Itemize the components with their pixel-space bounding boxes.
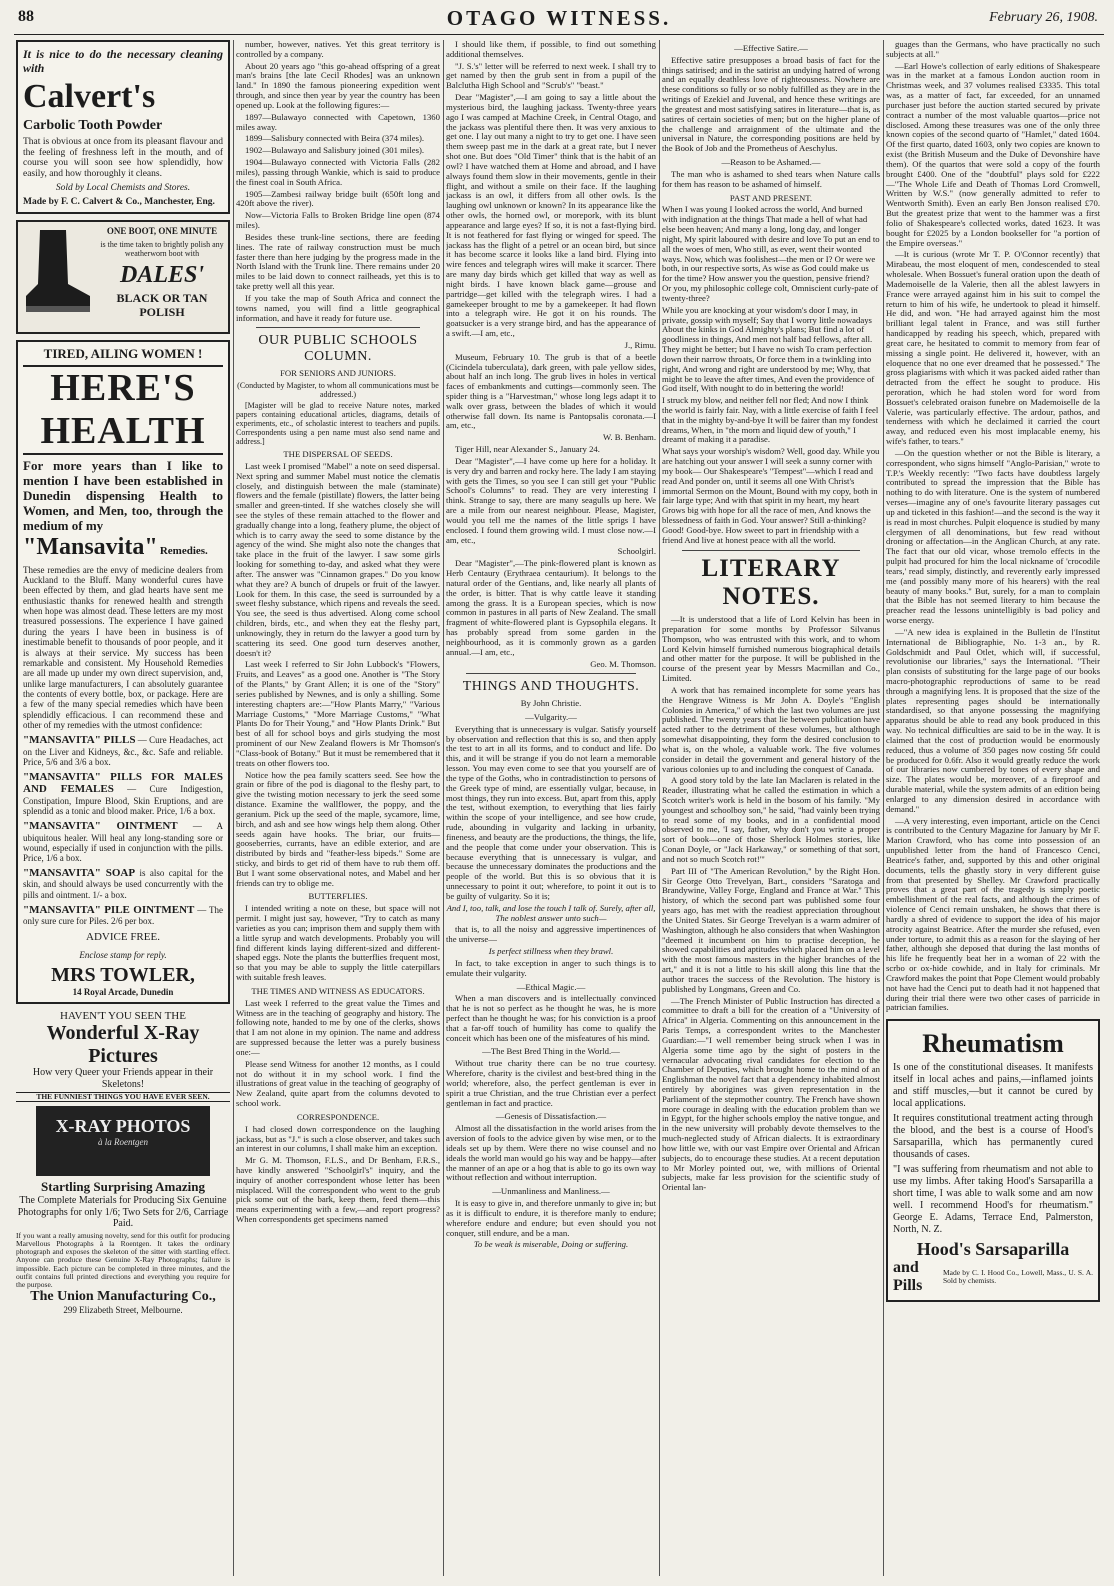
xray-haveyou: HAVEN'T YOU SEEN THE bbox=[60, 1009, 186, 1022]
mansavita-enclose: Enclose stamp for reply. bbox=[79, 949, 167, 960]
calvert-ad-top: It is nice to do the necessary cleaning with bbox=[23, 47, 223, 76]
dales-ad-top: ONE BOOT, ONE MINUTE bbox=[106, 226, 218, 237]
byline: By John Christie. bbox=[520, 698, 582, 709]
subheading: THE DISPERSAL OF SEEDS. bbox=[283, 449, 393, 460]
paragraph: A good story told by the late Ian Maclaren is related in the Reader, illustrating what he called the estimation in which a Scotch writer's work is held in the bosom of his family. "My youngest and schoolboy son," he said, "had vainly been trying to read some of my books, and in a confidential mood observed to me, 'I say, father, why don't you write a proper sort of book—one of those Sherlock Holmes stories, like Conan Doyle, or "Jack Harkaway," or something of that sort, and not so much Scotch rot!'" bbox=[662, 775, 880, 864]
paragraph: —It is understood that a life of Lord Kelvin has been in preparation for some months by Professor Silvanus Thompson, who was entrusted with this work, and to whom Lord Kelvin himself furnished numerous biographical details and other matter for the purpose. It will be published in the course of the present year by Messrs Macmillan and Co., Limited. bbox=[662, 614, 880, 684]
paragraph: I should like them, if possible, to find out something additional themselves. bbox=[446, 40, 656, 59]
editor-note: [Magister will be glad to receive Nature notes, marked papers containing educational articles, diagrams, details of experiments, etc., of scholastic interest to teachers and pupils. Correspondents using a pen name must also send name and address.] bbox=[236, 400, 440, 446]
subheading: —Unmanliness and Manliness.— bbox=[492, 1186, 610, 1197]
subheading: —Reason to be Ashamed.— bbox=[721, 157, 821, 168]
verse: Is perfect stillness when they brawl. bbox=[488, 946, 614, 957]
conducted-note: (Conducted by Magister, to whom all communications must be addressed.) bbox=[237, 380, 439, 399]
dales-ad-name: DALES' bbox=[119, 262, 205, 289]
paragraph: About 20 years ago "this go-ahead offspring of a great man's brains [the late Cecil Rhodes] was an unknown land." In 1890 the famous pioneering expedition went through, and since then year by year the country has been opened up. Look at the following figures:— bbox=[236, 60, 440, 110]
paragraph: —It is curious (wrote Mr T. P. O'Connor recently) that Mirabeau, the most eloquent of men, condescended to steal wholesale. When Bossuet's funeral oration upon the death of Mademoiselle de la Valerie, then all the ablest lawyers in France were arrayed against him in his suit to compel the return to him of his wife, he undertook to plead it himself. He did, and won. "He had arrayed against him the most brilliant legal talent in France, and was still further handicapped by reading his speech, which, prepared with great care, he hesitated to commit to memory from fear of missing a single point. He delivered it, however, with an eloquence that no one ever dreamed that he possessed." The gross plagiarisms with which it was packed aided rather than detracted from the effect he sought to produce. His peroration, which he had stolen word for word from Bossuet's celebrated oraison funebre on Mademoiselle de la Valerie, was particularly effective. The ardour, pathos, and tenderness with which he declaimed it carried the court away, and reduced even his most implacable enemy, his wife's father, to tears." bbox=[886, 249, 1100, 447]
xray-title: Wonderful X-Ray Pictures bbox=[46, 1022, 200, 1067]
section-rule bbox=[466, 673, 636, 674]
rheumatism-title: Rheumatism bbox=[922, 1029, 1064, 1059]
xray-body: If you want a really amusing novelty, send for this outfit for producing Marvellous Photographs à la Roentgen. It takes the ordinary photograph and exposes the skeleton of the sitter with startling effect. Anyone can produce these Genuine X-Ray Photographs; failure is impossible. Each picture can be completed in three minutes, and the outfit contains full printed directions and everything you require for the purpose. bbox=[16, 1230, 230, 1290]
mansavita-mrs: MRS TOWLER, bbox=[51, 963, 195, 986]
mansavita-remedies: Remedies. bbox=[159, 544, 208, 557]
paragraph: —"A new idea is explained in the Bulletin de l'Institut International de Bibliographie, No. 1-3 an., by R. Goldschmidt and Paul Otlet, which will, if successful, revolutionise our libraries," says the International. "Their plan consists of substituting for the large page of our books macro-photographic reproductions of same to be read through a magnifying lens. It is proposed that the size of the plates representing pages should be internationally standardised, so that anyone possessing the magnifying apparatus should be able to read any book produced in this way. No technical difficulties are said to be in the way. It is claimed that the cost of production would be enormously reduced, thus a volume of 350 pages now costing 5fr could be produced for 0.6fr. Also it would greatly reduce the work of our libraries now cumbered by tones of every shape and size. The plates would be, moreover, of a fireproof and durable material, while the system admits of an edition being enlarged to any dimension desired in accordance with demand." bbox=[886, 626, 1100, 814]
column-rule bbox=[443, 40, 444, 1576]
column-3 bbox=[446, 40, 656, 1578]
column-5 bbox=[886, 40, 1100, 1578]
section-subheading: FOR SENIORS AND JUNIORS. bbox=[280, 367, 396, 378]
calvert-ad-sold: Sold by Local Chemists and Stores. bbox=[55, 182, 191, 193]
xray-address: 299 Elizabeth Street, Melbourne. bbox=[63, 1305, 183, 1316]
mansavita-item: "MANSAVITA" PILE OINTMENT — The only sure cure for Piles. 2/6 per box. bbox=[23, 903, 223, 927]
paragraph: When a man discovers and is intellectually convinced that he is not so perfect as he thought he was, he is more perfect than he thought he was; for his conviction is a proof that a far-off touch of humility has come to qualify the conceit which has been one of the misfeatures of his mind. bbox=[446, 993, 656, 1043]
xray-company: The Union Manufacturing Co., bbox=[30, 1289, 216, 1305]
calvert-ad-text: That is obvious at once from its pleasant flavour and the feeling of freshness left in the mouth, and of course you will soon see how splendidly, how easily, and how thoroughly it cleans. bbox=[23, 137, 223, 180]
paragraph: —The French Minister of Public Instruction has directed a committee to draft a bill for the creation of a "University of Africa" in Algeria. Commenting on this announcement in the Paris Temps, a correspondent writes to the Manchester Guardian:—"I well remember being struck when I was in Algeria some time ago by the sight of posters in the vernacular advocating rival candidates for election to the Chamber of Deputies, which brought home to the mind of an Englishman the novel fact that a dependency inhabited almost entirely by aborigines was given representation in the Parliament of the stepmother country. The French have shown more courage in dealing with the education problem than we in Egypt, for the higher schools employ the native tongue, and in the new university will probably devote themselves to the much-neglected study of African dialects. It is extraordinary how little we, with our vast Empire over Oriental and African subjects, do to encourage these studies. At a recent deputation to Mr Morley pointed out, we, with millions of Oriental subjects, make far less provision for the scientific study of Oriental lan- bbox=[662, 995, 880, 1193]
literary-notes-heading: LITERARY NOTES. bbox=[701, 554, 841, 610]
poem-stanza: When I was young I looked across the world, And burned with indignation at the things That made a hell of what had else been heaven; And many a long, long day, and longer night, My spirit laboured with desire and love To put an end to all the woes of men, Who still, as ever, went their wonted ways. Now, which was foolishest—the men or I? Or were we both, in our respective sorts, As wise as God could make us for the time? How answer you the question, pensive friend? Or you, my philosophic college colt, Omniscient curly-pate of twenty-three? bbox=[662, 204, 880, 303]
verse: And I, too, talk, and lose the touch I talk of. Surely, after all, The noblest answer unto such— bbox=[446, 902, 656, 923]
mansavita-item: "MANSAVITA" OINTMENT — A ubiquitous healer. Will heal any long-standing sore or wound, especially if used in conjunction with the pills. Price, 1/6 a box. bbox=[23, 820, 223, 863]
poem-stanza: While you are knocking at your wisdom's door I may, in private, gossip with myself; Say that I worry little nowadays About the kinks in God Almighty's plans; But find a lot of goodliness in things, And men not half bad fellows, after all. They might be better; but I have no wish To cram perfection down their narrow throats, Or force them in a twinkling into right, And wrong and right are understood by me; Why, that might be to leave the after times, And even the providence of God itself, With nought to do in bettering the world! bbox=[662, 304, 875, 394]
paragraph: Museum, February 10. The grub is that of a beetle (Cicindela tuberculata), dark green, with pale yellow sides, about half an inch long. The grub lives in holes in vertical faces of embankments and cuttings—commonly seen. The spider thing is a "Harvestman," whose long legs adapt it to walk over grass, between the blades of which it would otherwise fall down. Its name is Pantopsalis coronata.—I am, etc., bbox=[446, 351, 656, 431]
mansavita-body: These remedies are the envy of medicine dealers from Auckland to the Bluff. Many wonderful cures have been effected by them, and glad hearts have sent me enthusiastic thanks for renewed health and strength when hope was almost dead. These letters are my most treasured possessions. The experience I have gained during the years I have been in business is of inestimable benefit to thousands of poor people, and it is always at their service. My success has been remarkable and consistent. My Household Remedies are all made up under my own direct supervision, and, unlike large manufacturers, I can absolutely guarantee the contents of every bottle, box, or package. Here are a few of the many special remedies which have been splendidly efficacious. I can recommend these and other of my remedies with the utmost confidence: bbox=[23, 564, 223, 730]
paragraph: Part III of "The American Revolution," by the Right Hon. Sir George Otto Trevelyan, Bart., considers "Saratoga and Brandywine, Valley Forge, England and France at War." This history, of which the second part was published some four years ago, has met with the readiest appreciation throughout the United States. Sir George Trevelyan is a warm admirer of Washington, although he also considers that when Washington "deemed it incumbent on him to practise deception, he showed capabilities and aptitudes which placed him on a level with the most famous masters in the higher branches of the art," and it is not a little to his skill along this line that the author traces the success of the Revolution. The history is published by Longmans, Green and Co. bbox=[662, 865, 880, 994]
poem-stanza: I struck my blow, and neither fell nor fled; And now I think the world is fairly fair. Nay, with a little exercise of faith I feel that in the mighty by-and-bye It will be fairer than my fondest dreams, When, in "the morn and liquid dew of youth," I dreamt of making it a paradise. bbox=[662, 395, 879, 445]
rheumatism-p2: It requires constitutional treatment acting through the blood, and the best is a course of Hood's Sarsaparilla, which has permanently cured thousands of cases. bbox=[893, 1112, 1093, 1160]
section-heading: THINGS AND THOUGHTS. bbox=[462, 679, 640, 695]
mansavita-lead: For more years than I like to mention I have been established in Dunedin dispensing Health to Women, and Men, too, through the medium of my bbox=[23, 457, 223, 533]
hoods-pills: and Pills bbox=[893, 1258, 923, 1294]
paragraph: Effective satire presupposes a broad basis of fact for the things satirised; and in the satirist an undying hatred of wrong and an equally deathless love of righteousness. Nowhere are these conditions so fully or so nobly fulfilled as they are in the writings of Ezekiel and Juvenal, and hence these writings are the greatest and most satisfying satires in literature—that is, as satires of certain societies of men; but on the higher plane of the challenge and arraignment of the ultimate and the universal in Nature, the corresponding positions are held by the Book of Job and the Prometheus of Aeschylus. bbox=[662, 54, 880, 154]
rheumatism-body bbox=[893, 1062, 1093, 1236]
paragraph: guages than the Germans, who have practically no such subjects at all." bbox=[886, 40, 1100, 59]
xray-how: How very Queer your Friends appear in their Skeletons! bbox=[32, 1067, 214, 1090]
xray-funniest: THE FUNNIEST THINGS YOU HAVE EVER SEEN. bbox=[16, 1092, 230, 1102]
list-item: 1905—Zambesi railway bridge built (650ft long and 420ft above the river). bbox=[236, 188, 440, 209]
rheumatism-p1: Is one of the constitutional diseases. It manifests itself in local aches and pains,—inflamed joints and stiff muscles,—but it cannot be cured by local applications. bbox=[893, 1061, 1093, 1109]
signature: Geo. M. Thomson. bbox=[590, 658, 656, 669]
paragraph: Besides these trunk-line sections, there are feeding lines. The rate of railway construction must be much faster there than here judging by the progress made in the North Island with the Trunk line. There remains under 20 miles to be laid down to connect railheads, yet this is to take pretty well all this year. bbox=[236, 231, 440, 292]
page-number: 88 bbox=[18, 8, 34, 25]
mansavita-item: "MANSAVITA" PILLS FOR MALES AND FEMALES — Cure Indigestion, Constipation, Impure Blood, Skin Eruptions, and are splendid as a tonic and blood maker. Price, 1/6 a box. bbox=[23, 771, 223, 816]
section-heading: OUR PUBLIC SCHOOLS COLUMN. bbox=[258, 333, 418, 365]
mansavita-address: 14 Royal Arcade, Dunedin bbox=[72, 986, 174, 997]
subheading: BUTTERFLIES. bbox=[308, 891, 368, 902]
signature: J., Rimu. bbox=[624, 339, 656, 350]
column-rule bbox=[659, 40, 660, 1576]
paragraph: Mr G. M. Thomson, F.L.S., and Dr Benham, F.R.S., have kindly answered "Schoolgirl's" inquiry, and the inquiry of another correspondent whose letter has been misplaced. Will the correspondent who went to the grub pick some out of the bark, keep them, feed them—this means experimenting with a few,—and report progress? When correspondents get specimens named bbox=[236, 1155, 440, 1225]
paragraph: Please send Witness for another 12 months, as I could not do without it in my school work. I find the illustrations of great value in the teaching of geography of New Zealand, quite apart from the columns devoted to school work. bbox=[236, 1058, 440, 1109]
column-rule bbox=[233, 40, 234, 1576]
subheading: —Ethical Magic.— bbox=[516, 981, 586, 992]
paragraph: Almost all the dissatisfaction in the world arises from the aversion of fools to the advice given by wise men, or to the ideals set up by them. Were there no wise counsel and no ideals the world man would go his way and be happy—after the manner of an ape or a hog that is able to go its own way without reflection and without interruption. bbox=[446, 1123, 656, 1183]
mansavita-item: "MANSAVITA" SOAP is also capital for the skin, and should always be used concurrently with the pills and ointment. 1/- a box. bbox=[23, 867, 224, 900]
subheading: —The Best Bred Thing in the World.— bbox=[482, 1046, 620, 1057]
boot-illustration bbox=[22, 226, 94, 316]
paragraph: —A very interesting, even important, article on the Cenci is contributed to the Century Magazine for January by Mr F. Marion Crawford, who has come into possession of an unpublished letter from the hand of Francesco Cenci, Beatrice's father, and, supported by this and other original documents, tells the ghastly story in very different guise from that presented by Shelley. Mr Crawford practically proves that a great part of the tragedy is simply poetic embellishment of the real facts, and although the crimes of violence of Cenci remain unshaken, he shows that there is hardly a shred of evidence to support the idea of his major atrocity against Beatrice. After the murder she refused, even under torture, to admit this as a reason for the slaying of her father, although she deposed that during the last months of his life he frequently beat her in a woman of 22 with the scrbo or ox-hide cowhide, and in Italy for criminals. Mr Crawford makes the point that Pope Clement would probably not have had the Cenci put to death had it not happened that during their trial there were two other cases of parricide in patrician families. bbox=[886, 815, 1100, 1013]
paragraph: If you take the map of South Africa and connect the towns named, you will find a little geographical information, and have it ready for future use. bbox=[236, 292, 440, 323]
newspaper-title: OTAGO WITNESS. bbox=[446, 6, 672, 30]
column-rule bbox=[883, 40, 884, 1576]
paragraph: Last week I referred to Sir John Lubbock's "Flowers, Fruits, and Leaves" as a good one. Another is "The Story of the Plants," by Grant Allen; it is one of the "Story" series published by Newnes, and is only a shilling. Some interesting chapters are:—"How Plants Marry," "Various Marriage Customs," "More Marriage Customs," "What Plants Do for Their Young," and "How Plants Drink." But best of all for school boys and girls studying the most prominent of our New Zealand flowers is Mr Thomson's "Class-book of Botany." But it must be remembered that it treats on other flowers too. bbox=[236, 659, 440, 768]
list-item: 1902—Bulawayo and Salisbury joined (301 miles). bbox=[245, 145, 425, 156]
column-4 bbox=[662, 40, 880, 1578]
subheading: —Genesis of Dissatisfaction.— bbox=[495, 1111, 607, 1122]
calvert-ad bbox=[16, 40, 230, 214]
paragraph: Everything that is unnecessary is vulgar. Satisfy yourself by observation and reflection that this is so, and then apply the test to art in all its forms, and to conduct and life. Do this, and it will be strange if you do not learn a memorable lesson. You may even come to see that you yourself are of the type of the Goths, who in contradistinction to persons of the Greek type of mind, are essentially vulgar, because, in most things, they run into excess. But, apart from this, apply the test, without exemption, to everything that lies fairly within the scope of your intelligence, and see how crude, rude, abounding in vulgarity and lacking in urbanity, fineness, and beauty are the productions, the things, the life, and the people that come under your observation. This is because everything that is unnecessary is vulgar, and because the unnecessary dominates the productions and the people of the world. But this is so obvious that it is unnecessary to point it out; wherefore, to point it out is to be guilty of vulgarity. So it is; bbox=[446, 723, 656, 901]
verse: To be weak is miserable, Doing or suffering. bbox=[473, 1239, 629, 1250]
mansavita-advice: ADVICE FREE. bbox=[86, 931, 160, 944]
mansavita-name: "Mansavita" bbox=[23, 533, 158, 560]
section-rule bbox=[682, 550, 860, 551]
mansavita-item: "MANSAVITA" PILLS — Cure Headaches, act on the Liver and Kidneys, &c., &c. Safe and reliable. Price, 5/6 and 3/6 a box. bbox=[23, 734, 224, 767]
subheading: PAST AND PRESENT. bbox=[729, 192, 813, 203]
dales-ad-line: is the time taken to brightly polish any weatherworn boot with bbox=[100, 240, 224, 259]
list-item: 1899—Salisbury connected with Beira (374 miles). bbox=[245, 133, 425, 144]
paragraph: Tiger Hill, near Alexander S., January 24. bbox=[455, 444, 600, 455]
dales-polish-ad bbox=[16, 220, 230, 334]
calvert-ad-product: Carbolic Tooth Powder bbox=[23, 118, 163, 134]
paragraph: I had closed down correspondence on the laughing jackass, but as "J." is such a close observer, and takes such an interest in our columns, I shall make him an exception. bbox=[236, 1123, 440, 1154]
xray-box-title: X-RAY PHOTOS bbox=[55, 1116, 191, 1137]
paragraph: It is easy to give in, and therefore unmanly to give in; but as it is difficult to endure, it is therefore manly to endure; wherefore endure and endure; but even should you not conquer, still endure, and be a man. bbox=[446, 1198, 656, 1238]
paragraph: Dear "Magister",—I have come up here for a holiday. It is very dry and barren and rocky here. The lady I am staying with gets the Times, so you see I can still get your "Public School's Columns" to read. They are very interesting I think. Strange to say, there are many seagulls up here. We are a mile from our nearest neighbour. Please, Magister, would you tell me the names of the little sprigs I have enclosed. I found them growing wild. I must close now.—I am, etc., bbox=[446, 455, 656, 545]
column-2 bbox=[236, 40, 440, 1578]
paragraph: Last week I promised "Mabel" a note on seed dispersal. Next spring and summer Mabel must notice the clematis closely, and distinguish between the male (staminate) flowers and the female (pistillate) flowers, the latter being smaller and green-tinted. If she watches closely she will see the styles of these remain attached to the flower and gradually change into a long, feathery plume, the object of which is to carry away the seed to some distance by the agency of the wind. She might also note the changes that take place in the fruit of the lawyer. I saw some girls looking for something to-day, and asked what they were after. The answer was "Cinnamon grapes." Do you know what they are? A bunch of drupels or fruit of the lawyer. Look for them. In this case, the seed is surrounded by a sweet fleshy substance, which ripens and reveals the seed. You see, the seed is thus advertised. Along come school children, birds, etc., and when they eat the fleshy part, unknowingly, they in return do the lawyer a good turn by scattering its seed. One good turn deserves another, doesn't it? bbox=[236, 460, 440, 658]
mansavita-ad bbox=[16, 340, 230, 1003]
section-rule bbox=[256, 327, 420, 328]
paragraph: Without true charity there can be no true courtesy. Wherefore, charity is the civilest and best-bred thing in the world; wherefore, also, the perfect gentleman is ever in spirit a true Christian, and the true Christian ever a perfect gentleman in fact and practice. bbox=[446, 1058, 656, 1108]
subheading: THE TIMES AND WITNESS AS EDUCATORS. bbox=[251, 985, 425, 996]
paragraph: number, however, natives. Yet this great territory is controlled by a company. bbox=[236, 40, 440, 59]
paragraph: In fact, to take exception in anger to such things is to emulate their vulgarity. bbox=[446, 957, 656, 978]
subheading: CORRESPONDENCE. bbox=[296, 1111, 380, 1122]
hoods-made: Made by C. I. Hood Co., Lowell, Mass., U. S. A. Sold by chemists. bbox=[942, 1267, 1093, 1285]
xray-illustration bbox=[36, 1106, 210, 1176]
page-header bbox=[14, 4, 1104, 35]
rheumatism-ad bbox=[886, 1019, 1100, 1302]
paragraph: The man who is ashamed to shed tears when Nature calls for them has reason to be ashamed of himself. bbox=[662, 168, 880, 189]
signature: W. B. Benham. bbox=[602, 432, 656, 443]
calvert-ad-name: Calvert's bbox=[23, 77, 156, 115]
calvert-ad-maker: Made by F. C. Calvert & Co., Manchester, Eng. bbox=[23, 196, 215, 207]
mansavita-tired: TIRED, AILING WOMEN ! bbox=[23, 347, 223, 367]
paragraph: I intended writing a note on these, but space will not permit. I might just say, however, "Try to catch as many varieties as you can; imprison them and supply them with a little syrup and watch developments. Probably you will find different kinds laying different-sized and different-shaped eggs. Note the plants the butterflies frequent most, so that you may be able to supply the little caterpillars with suitable fresh leaves. bbox=[236, 903, 440, 983]
paragraph: Dear "Magister",—The pink-flowered plant is known as Herb Centaury (Erythraea centaurium). It belongs to the natural order of the Gentians, and, like nearly all plants of the order, is bitter. That is why cattle leave it standing among the grass. It is a European species, which is now common in pastures in all parts of New Zealand. The small fragment of white-flowered plant is Gypsophila elegans. It has probably spread from some garden in the neighbourhood, as it is commonly grown as a garden annual.—I am, etc., bbox=[446, 558, 656, 657]
subheading: —Effective Satire.— bbox=[734, 43, 808, 53]
paragraph: Notice how the pea family scatters seed. See how the grain or fibre of the pod is diagonal to the fleshy part, to give the twisting motion necessary to jerk the seed some distance. Examine the wallflower, the poppy, and the geranium. Pick up the seed of the maple, sycamore, lime, birch, and ash and see how wings help them along. Other seeds again have hooks. The briar, our fruits—gooseberries, currants, have an edible exterior, and are distributed by birds and "feather-less bipeds." Some are sticky, and birds to get rid of them have to rub them off. But I want some observational notes, and Mabel and her friends can try to oblige me. bbox=[236, 769, 440, 888]
column-ads bbox=[16, 40, 230, 1578]
mansavita-headline: HERE'S HEALTH bbox=[23, 367, 223, 455]
poem-stanza: What says your worship's wisdom? Well, good day. While you are hatching out your answer I will seek a sunny corner with my book— Our Shakespeare's "Tempest"—which I read and read And ponder on, until it seems all one With Christ's immortal Sermon on the Mount, Bound with my copy, both in fair large type; And with that spirit in my heart, my heart Grows big with hope for all the race of men, And knows the blessedness of faith in God. Your answer? Still a-thinking? Good! Good-bye. How sweet to part in friendship with a friend And live at honest peace with all the world. bbox=[662, 446, 880, 545]
xray-box-sub: à la Roentgen bbox=[98, 1136, 148, 1147]
hoods-brand: Hood's Sarsaparilla bbox=[916, 1238, 1070, 1259]
paragraph: A work that has remained incomplete for some years has the Hengrave Witness is Mr John A. Doyle's "English Colonies in America," of which the last two volumes are just published. The twenty years that lie between publication have acted rather to the detriment of these volumes, but although somewhat disappointing, they form the desired conclusion to what is, on the whole, a valuable work. The five volumes consider in detail the government and general history of the various colonies up to and including the conquest of Canada. bbox=[662, 684, 880, 774]
paragraph: "J. S.'s" letter will be referred to next week. I shall try to get named by then the grub sent in from a pupil of the Balclutha High School and "Scrub's" "beast." bbox=[446, 60, 656, 91]
signature: Schoolgirl. bbox=[617, 546, 656, 557]
list-item: 1904—Bulawayo connected with Victoria Falls (282 miles), passing through Wankie, which is said to produce the finest coal in South Africa. bbox=[236, 157, 440, 187]
paragraph: Dear "Magister",—I am going to say a little about the mysterious bird, the laughing jackass. Twenty-three years ago I was camped at Machine Creek, in Central Otago, and the jackass was plentiful there then. It was very anxious to get one. I lay out many a night to try to get one. I have seen them sweep past me in the dark at a great rate, but I never shot one. But does "Old Timer" think that is the habit of an owl? I have watched them at Home and abroad, and I have always found them slow in their movements, gentle in their flight, and without a smile on their face. If the laughing jackass is an owl, it differs from all other owls. Is the laughing owl unknown or known? In its appearance like the other owls, the horned owl, or morepork, with its blunt appearance and large eyes? If so, it is not a fast-flying bird. It is not feathered for fast flying or winged for speed. The jackass has the flight of a petrel or an ocean bird, but since it has become scarce it looks like a land bird. Flying into wire fences and telegraph wires will make it scarcer. There are many day birds which get killed that way as well as night birds. I have known black game—grouse and partridge—get killed with the telegraph wires. I had a gamekeeper brought to me by a gamekeeper. It had flown into a telegraph wire. He got it on his rounds. The goatsucker is a very strange bird, and has the appearance of a swift.—I am, etc., bbox=[446, 92, 656, 339]
paragraph: that is, to all the noisy and aggressive impertinences of the universe— bbox=[446, 924, 656, 945]
xray-materials: The Complete Materials for Producing Six Genuine Photographs for only 1/6; Two Sets for 2/6, Carriage Paid. bbox=[17, 1195, 229, 1230]
list-item: Now—Victoria Falls to Broken Bridge line open (874 miles). bbox=[236, 210, 440, 231]
dales-ad-polish: BLACK OR TAN POLISH bbox=[116, 291, 208, 319]
xray-startling: Startling Surprising Amazing bbox=[41, 1179, 205, 1195]
paragraph: —Earl Howe's collection of early editions of Shakespeare was in the market at a famous London auction room in Christmas week, and 37 volumes realised £3335. This total was, as a matter of fact, far exceeded, for an unnamed purchaser just before the auction started secured by private contract a number of the most valuable quartos—price not disclosed. Among these treasures was one of the only three known copies of the second quarto of "Hamlet," dated 1604. Of the first quarto, dated 1603, only two copies are known to exist (the British Museum and the Duke of Devonshire have them). Of the quartos that were sold a copy of the fourth brought £400. One of the "doubtful" plays sold for £222—"The Whole Life and Death of Thomas Lord Cromwell, Written by W.S." (now generally admitted to refer to Wentworth Smith). Even an early Ben Jonson realised £70. But the greatest prize that went to the hammer was a first folio of Shakespeare's collected works, dated 1623. It was bought for £2025 by a London bookseller for "a portion of the Empire overseas." bbox=[886, 60, 1100, 248]
subheading: —Vulgarity.— bbox=[525, 711, 577, 722]
list-item: 1897—Bulawayo connected with Capetown, 1360 miles away. bbox=[236, 111, 440, 132]
xray-ad bbox=[16, 1010, 230, 1316]
paragraph: —On the question whether or not the Bible is literary, a correspondent, who signs himself "Anglo-Parisian," wrote to T.P.'s Weekly recently: "Two facts have doubtless largely contributed to spread the impression that the Bible has nothing to do with literature. One is the system of numbered verses—imagine any of one's favourite literary passages cut up and ticketed in this fashion!—and the second is the way it is read in most churches. Pulpit eloquence is studied by many clergymen of all denominations, but few read without droning or affectation—in the Anglican Church, at any rate. The fact that our old vicar, whose tremolo effects in the pulpit had procured for him the local nickname of 'crocodile tears,' read simply, distinctly, and reverently early impressed me (and possibly many more of his hearers) with the real beauty of many books." But, surely, for a man to complain that the Bible has not seemed literary to him because the preacher read the lessons unintelligibly is bad policy and worse energy. bbox=[886, 447, 1100, 626]
paragraph: Last week I referred to the great value the Times and Witness are in the teaching of geography and history. The following note, handed to me by one of the clerks, shows that I am not alone in my opinion. The name and address are suppressed because the letter was a purely business one:— bbox=[236, 997, 440, 1057]
issue-date: February 26, 1908. bbox=[989, 10, 1098, 25]
rheumatism-p3: "I was suffering from rheumatism and not able to use my limbs. After taking Hood's Sarsaparilla a short time, I was able to walk some and am now well. I recommend Hood's for rheumatism." George E. Adams, Terrace End, Palmerston, North, N. Z. bbox=[893, 1163, 1093, 1235]
